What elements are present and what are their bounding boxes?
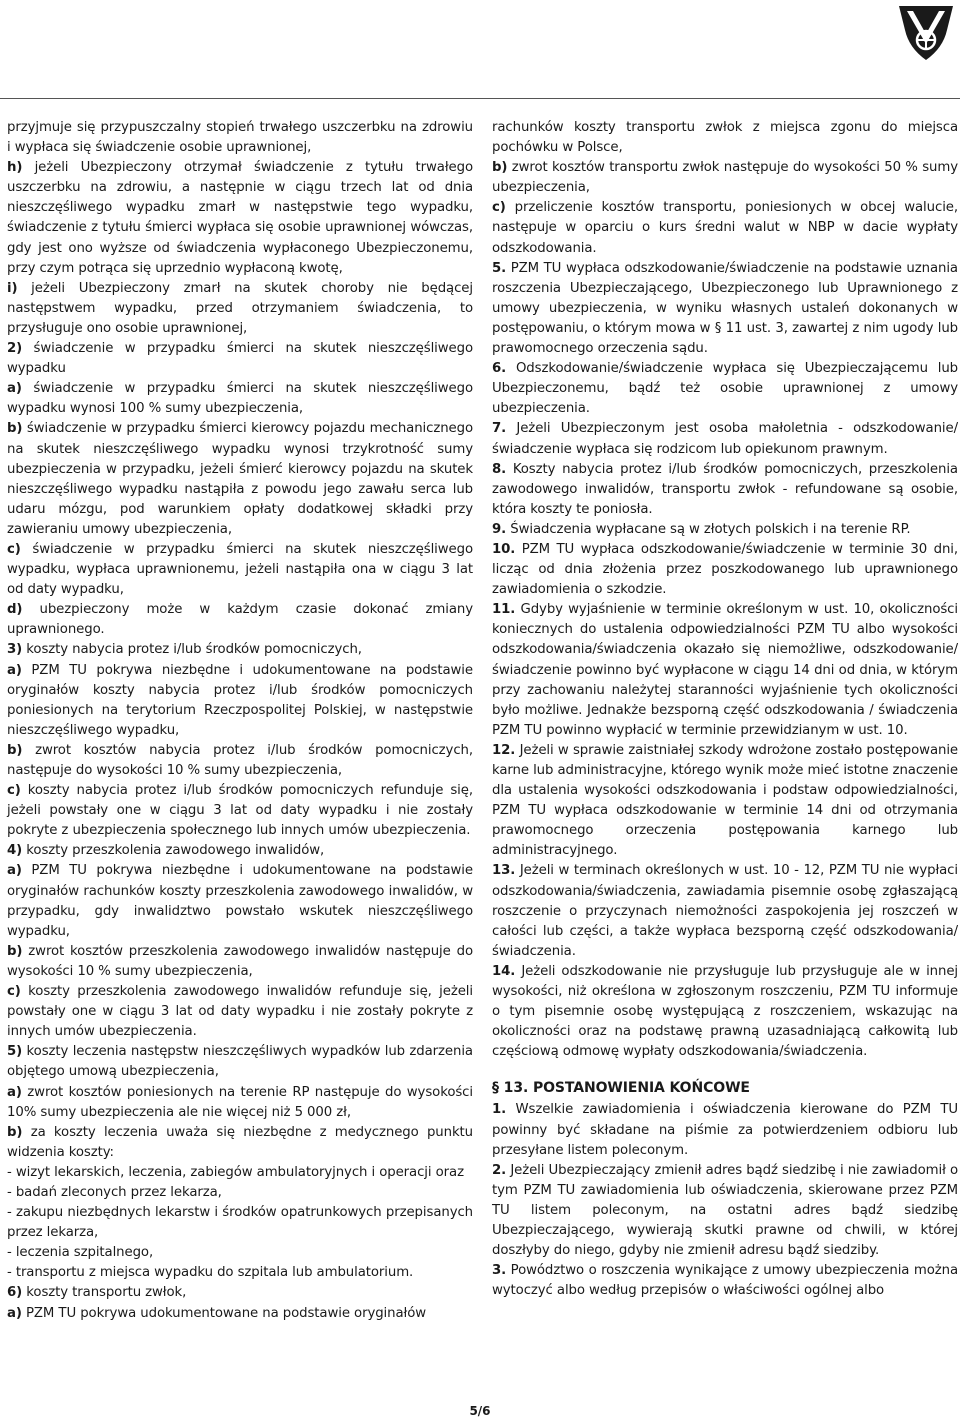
- paragraph-text: koszty leczenia następstw nieszczęśliwych wypadków lub zdarzenia objętego umową ubezpieczenia,: [7, 1044, 473, 1080]
- paragraph: [7, 339, 473, 379]
- paragraph: [7, 600, 473, 640]
- paragraph-label: a): [7, 1084, 22, 1100]
- paragraph-text: koszty nabycia protez i/lub środków pomocniczych refunduje się, jeżeli powstały one w ciągu 3 lat od daty wypadku i nie zostały pokryte z ubezpieczenia społecznego lub innych umów ubezpieczenia.: [7, 783, 473, 839]
- paragraph-text: świadczenie w przypadku śmierci na skutek nieszczęśliwego wypadku: [7, 341, 473, 377]
- paragraph-label: b): [7, 943, 23, 959]
- paragraph-text: Koszty nabycia protez i/lub środków pomocniczych, przeszkolenia zawodowego inwalidów, transportu zwłok - refundowane są osobie, która koszty te poniosła.: [492, 461, 958, 517]
- paragraph-label: a): [7, 1305, 22, 1321]
- paragraph: [7, 1123, 473, 1163]
- paragraph: [7, 1243, 473, 1263]
- paragraph-text: PZM TU pokrywa niezbędne i udokumentowane na podstawie oryginałów rachunków koszty przeszkolenia zawodowego inwalidów, w przypadku, gdy inwalidztwo powstało wskutek nieszczęśliwego wypadku,: [7, 863, 473, 939]
- paragraph-text: Jeżeli w terminach określonych w ust. 10 - 12, PZM TU nie wypłaci odszkodowania/świadczenia, zawiadamia pisemnie osobę zgłaszającą roszczenie o przyczynach niemożności zaspokojenia jej roszczeń w całości lub części, a także wypłaca bezsporną część odszkodowania/świadczenia.: [492, 863, 958, 959]
- paragraph-label: 2.: [492, 1162, 507, 1178]
- paragraph: [7, 118, 473, 158]
- paragraph-label: c): [7, 541, 21, 557]
- section-heading: § 13. POSTANOWIENIA KOŃCOWE: [492, 1080, 750, 1097]
- paragraph-text: Świadczenia wypłacane są w złotych polskich i na terenie RP.: [510, 521, 911, 537]
- paragraph-label: 9.: [492, 521, 507, 537]
- pzm-emblem-icon: [893, 0, 959, 66]
- paragraph-text: Jeżeli Ubezpieczający zmienił adres bądź siedzibę i nie zawiadomił o tym PZM TU zawiadomienia lub oświadczenia, skierowane przez PZM TU listem poleconym, na ostatni adres bądź siedzibę Ubezpieczającego, wywierają skutki prawne od chwili, w której doszłyby do niego, gdyby nie zmienił adresu bądź siedziby.: [492, 1162, 958, 1259]
- paragraph-text: świadczenie w przypadku śmierci kierowcy pojazdu mechanicznego na skutek nieszczęśliwego wypadku wynosi trzykrotność sumy ubezpieczenia w przypadku, jeżeli śmierć kierowcy pojazdu na skutek nieszczęśliwego wypadku nastąpiła z powodu jego zawału serca lub udaru mózgu, pod warunkiem opłaty dodatkowej składki przy zawieraniu umowy ubezpieczenia,: [7, 421, 473, 537]
- paragraph-text: PZM TU wypłaca odszkodowanie/świadczenie na podstawie uznania roszczenia Ubezpieczającego, Ubezpieczonego lub Uprawnionego z umowy ubezpieczenia, w wyniku własnych ustaleń dokonanych w postępowaniu, o którym mowa w § 11 ust. 3, zawartej z nim ugody lub prawomocnego orzeczenia sądu.: [492, 260, 958, 357]
- left-column: [7, 118, 473, 1324]
- paragraph-text: zwrot kosztów nabycia protez i/lub środków pomocniczych, następuje do wysokości 10 % sumy ubezpieczenia,: [7, 742, 473, 778]
- paragraph-label: b): [7, 421, 23, 437]
- paragraph-text: Jeżeli w sprawie zaistniałej szkody wdrożone zostało postępowanie karne lub administracyjne, którego wynik może mieć istotne znaczenie dla ustalenia wysokości odszkodowania i podstaw odpowiedzialności, PZM TU wypłaca odszkodowanie w terminie 14 dni od otrzymania prawomocnego orzeczenia postępowania karnego lub administracyjnego.: [492, 742, 958, 859]
- paragraph: [7, 158, 473, 279]
- paragraph-label: 14.: [492, 963, 516, 979]
- paragraph-text: ubezpieczony może w każdym czasie dokonać zmiany uprawnionego.: [7, 602, 473, 638]
- paragraph-text: przeliczenie kosztów transportu, poniesionych w obcej walucie, następuje w oparciu o kurs średni walut w NBP w dacie wypłaty odszkodowania.: [492, 200, 958, 256]
- paragraph-label: 1.: [492, 1102, 507, 1118]
- paragraph: [7, 1203, 473, 1243]
- paragraph: [492, 259, 958, 359]
- paragraph-text: koszty przeszkolenia zawodowego inwalidów,: [26, 843, 325, 859]
- paragraph-label: 7.: [492, 421, 507, 437]
- paragraph-text: - transportu z miejsca wypadku do szpitala lub ambulatorium.: [7, 1265, 414, 1281]
- paragraph-label: 3.: [492, 1263, 507, 1279]
- paragraph-label: a): [7, 863, 22, 879]
- paragraph-text: świadczenie w przypadku śmierci na skutek nieszczęśliwego wypadku wynosi 100 % sumy ubezpieczenia,: [7, 381, 473, 417]
- paragraph-text: Jeżeli Ubezpieczonym jest osoba małoletnia - odszkodowanie/świadczenie wypłaca się rodzicom lub opiekunom prawnym.: [492, 421, 958, 457]
- paragraph: [7, 1183, 473, 1203]
- paragraph: [492, 359, 958, 419]
- paragraph-label: 13.: [492, 863, 516, 879]
- paragraph-label: c): [492, 200, 506, 216]
- paragraph: [492, 1261, 958, 1301]
- paragraph-text: - zakupu niezbędnych lekarstw i środków opatrunkowych przepisanych przez lekarza,: [7, 1205, 473, 1241]
- paragraph-text: - badań zleconych przez lekarza,: [7, 1184, 222, 1200]
- paragraph-text: Wszelkie zawiadomienia i oświadczenia kierowane do PZM TU powinny być składane na piśmie za potwierdzeniem odbioru lub przesyłane listem poleconym.: [492, 1102, 958, 1158]
- paragraph-text: koszty przeszkolenia zawodowego inwalidów refunduje się, jeżeli powstały one w ciągu 3 lat od daty wypadku i nie zostały pokryte z innych umów ubezpieczenia.: [7, 984, 473, 1040]
- right-column: [492, 118, 958, 1301]
- paragraph-label: 4): [7, 843, 23, 859]
- paragraph: [7, 781, 473, 841]
- paragraph-label: 8.: [492, 461, 507, 477]
- paragraph: [492, 419, 958, 459]
- paragraph-text: rachunków koszty transportu zwłok z miejsca zgonu do miejsca pochówku w Polsce,: [492, 120, 958, 156]
- paragraph: [7, 279, 473, 339]
- paragraph-text: PZM TU wypłaca odszkodowanie/świadczenie w terminie 30 dni, licząc od dnia złożenia przez poszkodowanego lub uprawnionego zawiadomienia o szkodzie.: [492, 541, 958, 598]
- paragraph: [7, 661, 473, 741]
- paragraph: [492, 158, 958, 198]
- paragraph: [7, 1163, 473, 1183]
- paragraph-text: Odszkodowanie/świadczenie wypłaca się Ubezpieczającemu lub Ubezpieczonemu, bądź też osobie uprawnionej z umowy ubezpieczenia.: [492, 361, 958, 417]
- paragraph-text: - wizyt lekarskich, leczenia, zabiegów ambulatoryjnych i operacji oraz: [7, 1164, 464, 1180]
- paragraph-text: PZM TU pokrywa udokumentowane na podstawie oryginałów: [26, 1305, 427, 1321]
- paragraph: [7, 379, 473, 419]
- paragraph-label: c): [7, 783, 21, 799]
- paragraph: [7, 861, 473, 941]
- paragraph: [7, 1042, 473, 1082]
- paragraph: [492, 460, 958, 520]
- paragraph: [492, 741, 958, 862]
- paragraph-label: i): [7, 280, 18, 296]
- paragraph-label: 2): [7, 341, 23, 357]
- paragraph-label: 11.: [492, 602, 516, 618]
- paragraph-label: d): [7, 602, 23, 618]
- paragraph: [492, 118, 958, 158]
- paragraph-text: Powództwo o roszczenia wynikające z umowy ubezpieczenia można wytoczyć albo według przepisów o właściwości ogólnej albo: [492, 1263, 958, 1299]
- paragraph-text: zwrot kosztów przeszkolenia zawodowego inwalidów następuje do wysokości 10 % sumy ubezpieczenia,: [7, 943, 473, 979]
- paragraph: [7, 1263, 473, 1283]
- paragraph: [7, 640, 473, 660]
- paragraph-label: 5): [7, 1044, 23, 1060]
- paragraph-text: zwrot kosztów poniesionych na terenie RP następuje do wysokości 10% sumy ubezpieczenia ale nie więcej niż 5 000 zł,: [7, 1084, 473, 1120]
- paragraph-text: jeżeli Ubezpieczony otrzymał świadczenie z tytułu trwałego uszczerbku na zdrowiu, a następnie w ciągu trzech lat od dnia nieszczęśliwego wypadku zmarł w następstwie tego wypadku, świadczenie z tytułu śmierci wypłaca się osobie uprawnionej wówczas, gdy jest ono wyższe od świadczenia wypłaconego Ubezpieczonemu, przy czym potrąca się uprzednio wypłaconą kwotę,: [7, 160, 473, 276]
- paragraph-label: a): [7, 381, 22, 397]
- paragraph-text: zwrot kosztów transportu zwłok następuje do wysokości 50 % sumy ubezpieczenia,: [492, 160, 958, 196]
- paragraph-label: 12.: [492, 742, 516, 758]
- paragraph: [492, 520, 958, 540]
- page-number: 5/6: [469, 1404, 491, 1418]
- paragraph-label: 5.: [492, 260, 507, 276]
- paragraph-text: Gdyby wyjaśnienie w terminie określonym w ust. 10, okoliczności koniecznych do ustalenia odpowiedzialności PZM TU albo wysokości odszkodowania/świadczenia okazało się niemożliwe, odszkodowanie/świadczenie powinno być wypłacone w ciągu 14 dni od dnia, w którym przy zachowaniu należytej staranności wyjaśnienie tych okoliczności było możliwe. Jednakże bezsporną część odszkodowania / świadczenia PZM TU powinno wypłacić w terminie przewidzianym w ust. 10.: [492, 602, 958, 738]
- paragraph: [7, 841, 473, 861]
- paragraph: [7, 942, 473, 982]
- header-rule: [0, 98, 960, 99]
- paragraph: [492, 1161, 958, 1261]
- paragraph-label: 3): [7, 642, 23, 658]
- paragraph: [7, 982, 473, 1042]
- paragraph-text: przyjmuje się przypuszczalny stopień trwałego uszczerbku na zdrowiu i wypłaca się świadczenie osobie uprawnionej,: [7, 120, 473, 156]
- paragraph: [7, 1283, 473, 1303]
- paragraph-label: 6.: [492, 361, 507, 377]
- paragraph: [492, 198, 958, 258]
- paragraph-text: Jeżeli odszkodowanie nie przysługuje lub przysługuje ale w innej wysokości, niż określona w zgłoszonym roszczeniu, PZM TU informuje o tym pisemnie osobę występującą z roszczeniem, wskazując na okoliczności oraz na podstawę prawną uzasadniającą całkowitą lub częściową odmowę wypłaty odszkodowania/świadczenia.: [492, 963, 958, 1060]
- paragraph-label: h): [7, 160, 23, 176]
- paragraph: [492, 600, 958, 741]
- paragraph: [7, 419, 473, 540]
- paragraph-text: PZM TU pokrywa niezbędne i udokumentowane na podstawie oryginałów koszty nabycia protez i/lub środków pomocniczych poniesionych na terytorium Rzeczpospolitej Polskiej, w następstwie nieszczęśliwego wypadku,: [7, 662, 473, 738]
- paragraph: [492, 540, 958, 600]
- paragraph: [492, 861, 958, 961]
- paragraph-text: - leczenia szpitalnego,: [7, 1245, 154, 1261]
- paragraph: [7, 540, 473, 600]
- paragraph: [7, 1083, 473, 1123]
- paragraph: [492, 1100, 958, 1160]
- paragraph-text: koszty nabycia protez i/lub środków pomocniczych,: [26, 642, 362, 658]
- paragraph-text: świadczenie w przypadku śmierci na skutek nieszczęśliwego wypadku, wypłaca uprawnionemu, jeżeli nastąpiła ona w ciągu 3 lat od daty wypadku,: [7, 541, 473, 598]
- paragraph-label: c): [7, 984, 21, 1000]
- paragraph-text: koszty transportu zwłok,: [26, 1285, 187, 1301]
- paragraph-label: b): [492, 160, 508, 176]
- paragraph-text: za koszty leczenia uważa się niezbędne z medycznego punktu widzenia koszty:: [7, 1124, 473, 1160]
- paragraph-label: 6): [7, 1285, 23, 1301]
- paragraph: [7, 1304, 473, 1324]
- paragraph-label: 10.: [492, 541, 516, 557]
- paragraph-label: a): [7, 662, 22, 678]
- paragraph-text: jeżeli Ubezpieczony zmarł na skutek choroby nie będącej następstwem wypadku, przed otrzymaniem świadczenia, to przysługuje ono osobie uprawnionej,: [7, 280, 473, 336]
- paragraph-label: b): [7, 742, 23, 758]
- paragraph: [7, 741, 473, 781]
- paragraph: [492, 962, 958, 1062]
- paragraph-label: b): [7, 1124, 23, 1140]
